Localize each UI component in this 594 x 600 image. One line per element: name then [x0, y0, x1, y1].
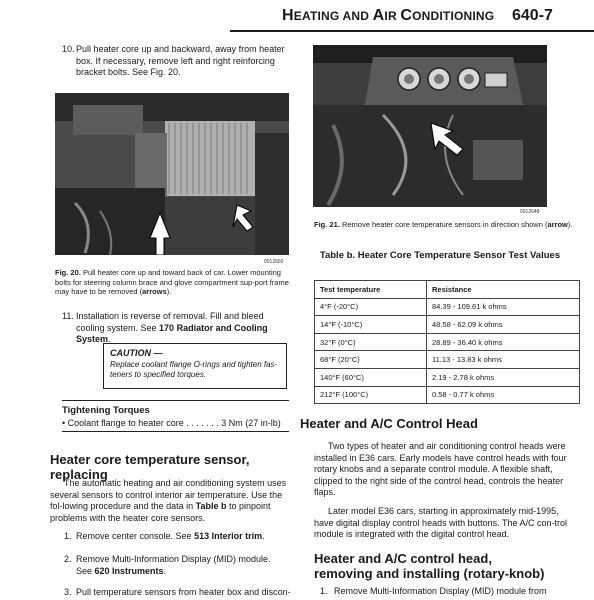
- table-row: [315, 316, 580, 334]
- fig-20-caption: Fig. 20. Pull heater core up and toward back of car. Lower mounting bolts for steering column brace and glove compartment sup-port frame may have to be removed (arrows).: [55, 268, 289, 296]
- page-header: [0, 0, 594, 34]
- section-heading: Heater core temperature sensor, replacing: [50, 452, 250, 482]
- table-header-row: [315, 281, 580, 299]
- resistance-cell: 0.58 - 0.77 k ohms: [427, 386, 580, 404]
- fig-21-caption: Fig. 21. Remove heater core temperature sensors in direction shown (arrow).: [314, 220, 573, 229]
- control-head-paragraph-1: Two types of heater and air conditioning control heads were installed in E36 cars. Early models have control heads with four rotary knobs and a separate control module. A flexible shaft, clipped to the right side of the control head, controls the heater flaps.: [314, 441, 567, 497]
- fig-21-id: 0012648: [520, 209, 540, 215]
- fig-20-id: 0012660: [264, 259, 284, 265]
- resistance-cell: 2.19 - 2.78 k ohms: [427, 368, 580, 386]
- temp-cell: 212°F (100°C): [315, 386, 427, 404]
- divider: [62, 400, 289, 401]
- table-row: [315, 351, 580, 369]
- step-number: 1.: [320, 586, 328, 596]
- caution-title: CAUTION —: [110, 348, 163, 358]
- table-title: Table b. Heater Core Temperature Sensor Test Values: [319, 250, 561, 261]
- step-number: 11.: [62, 311, 74, 321]
- fig-20-photo: [55, 93, 289, 255]
- resistance-cell: 48.58 - 62.09 k ohms: [427, 316, 580, 334]
- table-row: [315, 333, 580, 351]
- col-test-temperature: Test temperature: [315, 281, 427, 299]
- caution-box: [103, 343, 287, 389]
- step-1-text: Remove center console. See 513 Interior trim.: [76, 531, 265, 541]
- table-row: [315, 368, 580, 386]
- col-resistance: Resistance: [427, 281, 580, 299]
- section-paragraph: The automatic heating and air conditioning system uses several sensors to control interior air temperature. Use the fol-lowing procedure and the data in Table b to pinpoint problems with the heater core sensors.: [50, 478, 287, 523]
- table-row: [315, 298, 580, 316]
- step-2-text: Remove Multi-Information Display (MID) module. See 620 Instruments.: [76, 554, 271, 576]
- temp-cell: 140°F (60°C): [315, 368, 427, 386]
- control-head-paragraph-2: Later model E36 cars, starting in approximately mid-1995, have digital display control heads with buttons. The A/C con-trol module is integrated with the digital control head.: [314, 506, 567, 539]
- rotary-knob-heading: Heater and A/C control head, removing and installing (rotary-knob): [314, 551, 545, 581]
- resistance-cell: 28.89 - 36.40 k ohms: [427, 333, 580, 351]
- caution-text: Replace coolant flange O-rings and tighten fas-teners to specified torques.: [110, 360, 278, 379]
- step-number: 2.: [64, 554, 72, 564]
- step-number: 10.: [62, 44, 75, 54]
- step-3-text: Pull temperature sensors from heater box and discon-: [76, 587, 291, 597]
- step-number: 3.: [64, 587, 72, 597]
- torque-heading: Tightening Torques: [62, 405, 150, 416]
- header-rule: [230, 30, 594, 32]
- temp-cell: 32°F (0°C): [315, 333, 427, 351]
- step-10-text: Pull heater core up and backward, away from heater box. If necessary, remove left and right reinforcing bracket bolts. See Fig. 20.: [76, 44, 285, 77]
- temp-cell: 4°F (-20°C): [315, 298, 427, 316]
- sensor-test-table: [314, 280, 580, 404]
- torque-item: • Coolant flange to heater core . . . . . . . 3 Nm (27 in-lb): [62, 418, 281, 428]
- control-head-heading: Heater and A/C Control Head: [300, 416, 478, 431]
- page-number: 640-7: [512, 7, 553, 24]
- chapter-title: HEATING AND AIR CONDITIONING: [282, 7, 495, 24]
- temp-cell: 14°F (-10°C): [315, 316, 427, 334]
- step-number: 1.: [64, 531, 72, 541]
- resistance-cell: 11.13 - 13.83 k ohms: [427, 351, 580, 369]
- divider: [62, 431, 289, 432]
- right-step-1-text: Remove Multi-Information Display (MID) module from: [334, 586, 547, 596]
- table-row: [315, 386, 580, 404]
- fig-21-photo: [313, 45, 547, 207]
- resistance-cell: 84.39 - 109.61 k ohms: [427, 298, 580, 316]
- temp-cell: 68°F (20°C): [315, 351, 427, 369]
- step-11-text: Installation is reverse of removal. Fill and bleed cooling system. See 170 Radiator and Cooling System.: [76, 311, 268, 344]
